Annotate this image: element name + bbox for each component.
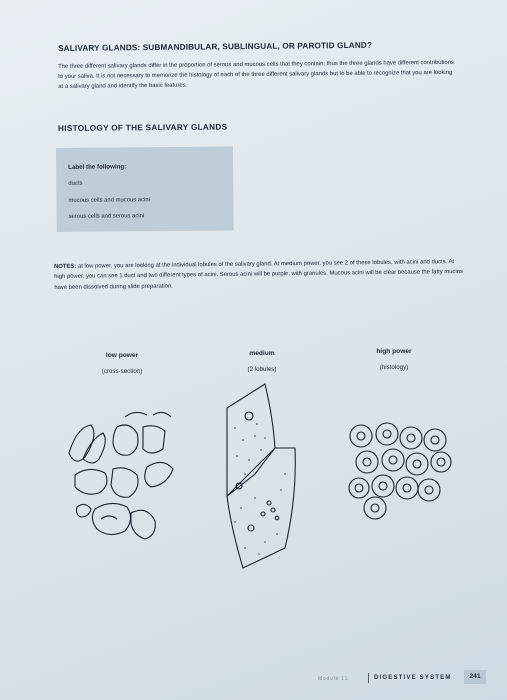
label-instructions-box [56,146,234,232]
section-title: HISTOLOGY OF THE SALIVARY GLANDS [58,122,228,133]
page-title: SALIVARY GLANDS: SUBMANDIBULAR, SUBLINGUAL, OR PAROTID GLAND? [58,40,373,53]
panel-low-heading: low power [105,352,139,359]
panel-high-heading: high power [376,348,412,355]
label-item-ducts: ducts [68,180,83,187]
footer-module: Module 11 [318,676,349,682]
high-power-drawing [345,420,455,530]
label-box-heading: Label the following: [68,163,127,171]
page-number: 241 [464,670,486,684]
notes-paragraph [54,257,464,293]
notes-text: at low power, you are looking at the individual lobules of the salivary gland. At medium power, you see 2 of these lobules, with acini and ducts. At high power, you can see 1 duct and two different types of acini. Serous acini will be purple, with granules. Mucous acini will be clear because the fatty mucins have been dissolved during slide preparation. [54,259,464,291]
panel-low-sub: (cross-section) [101,368,143,375]
label-item-serous: serous cells and serous acini [68,213,145,220]
panel-medium-sub: (2 lobules) [247,366,277,373]
intro-paragraph: The three different salivary glands differ in the proportion of serous and mucous cells that they contain; thus the three glands have different contributions to your saliva. It is not necessary to memorize the histology of each of the three different salivary glands but to be able to recognize that you are looking at a salivary gland and identify the basic features. [58,59,454,91]
footer-title: DIGESTIVE SYSTEM [374,675,452,681]
panel-medium-heading: medium [249,350,275,357]
medium-power-drawing [215,378,305,578]
footer-separator [368,673,369,683]
low-power-drawing [55,405,185,555]
panel-high-sub: (histology) [379,364,409,371]
notes-label: NOTES: [54,263,77,270]
label-item-mucous: mucous cells and mucous acini [68,197,151,204]
